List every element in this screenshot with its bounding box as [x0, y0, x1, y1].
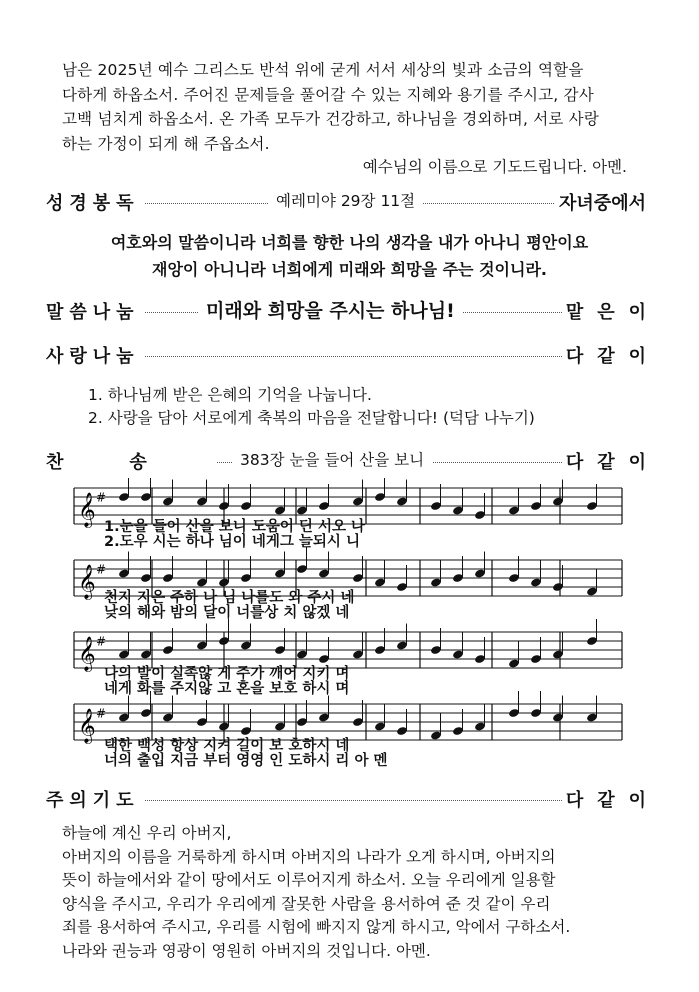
key-sharp: #: [96, 562, 107, 577]
opening-prayer: [62, 58, 642, 156]
prayer-line: 아버지의 이름을 거룩하게 하시며 아버지의 나라가 오게 하시며, 아버지의: [62, 847, 556, 866]
list-item: 2. 사랑을 담아 서로에게 축복의 마음을 전달합니다! (덕담 나누기): [88, 409, 535, 427]
sermon-label: 말씀나눔: [46, 298, 144, 324]
sermon-row: [46, 298, 660, 324]
hymn-lyrics-line4: [104, 739, 604, 769]
hymn-title: 383장 눈을 들어 산을 보니: [232, 448, 432, 470]
verse-line: 여호와의 말씀이니라 너희를 향한 나의 생각을 내가 아나니 평안이요: [110, 233, 589, 252]
hymn-leader: 다같이: [562, 448, 660, 474]
key-sharp: #: [96, 634, 107, 649]
lyric-verse1: 택한 백성 항상 지켜 길이 보 호하시 네: [104, 738, 350, 754]
prayer-line: 양식을 주시고, 우리가 우리에게 잘못한 사람을 용서하여 준 것 같이 우리: [62, 894, 551, 913]
verse-line: 재앙이 아니니라 너희에게 미래와 희망을 주는 것이니라.: [152, 260, 547, 279]
list-item: 1. 하나님께 받은 은혜의 기억을 나눕니다.: [88, 386, 372, 404]
hymn-row: [46, 448, 660, 474]
treble-clef: 𝄞: [78, 636, 96, 672]
lyric-verse2: 2.도우 시는 하나 님이 네게그 늘되시 니: [104, 534, 360, 550]
prayer-line: 하는 가정이 되게 해 주옵소서.: [62, 134, 270, 153]
lyric-verse2: 낮의 해와 밤의 달이 너를상 치 않겠 네: [104, 605, 350, 621]
sermon-title: 미래와 희망을 주시는 하나님!: [198, 296, 463, 323]
lyric-verse2: 너의 출입 지금 부터 영영 인 도하시 리 아 멘: [104, 753, 388, 769]
hymn-lyrics-line2: [104, 591, 604, 621]
lyric-verse1: 천지 지은 주하 나 님 나를도 와 주시 네: [104, 590, 355, 606]
prayer-line: 남은 2025년 예수 그리스도 반석 위에 굳게 서서 세상의 빛과 소금의 역할을: [62, 61, 584, 79]
treble-clef: 𝄞: [78, 708, 96, 744]
treble-clef: 𝄞: [78, 492, 96, 528]
sharing-label: 사랑나눔: [46, 342, 144, 368]
hymn-lyrics-line1: [104, 520, 604, 550]
scripture-reference: 예레미야 29장 11절: [268, 189, 423, 211]
sermon-leader: 맡은이: [562, 298, 660, 324]
scripture-label: 성경봉독: [46, 189, 144, 215]
sharing-list: [88, 384, 535, 430]
key-sharp: #: [96, 706, 107, 721]
lords-prayer-label: 주의기도: [46, 786, 144, 812]
lyric-verse1: 1.눈을 들어 산을 보니 도움어 딘 서오 나: [104, 519, 366, 535]
lords-prayer-leader: 다같이: [562, 786, 660, 812]
scripture-reader: 자녀중에서: [555, 189, 646, 215]
hymn-label: 찬송: [46, 448, 217, 474]
prayer-line: 하늘에 계신 우리 아버지,: [62, 824, 232, 842]
lyric-verse2: 네게 화를 주지않 고 혼을 보호 하시 며: [104, 681, 350, 697]
prayer-line: 뜻이 하늘에서와 같이 땅에서도 이루어지게 하소서. 오늘 우리에게 일용할: [62, 871, 556, 889]
key-sharp: #: [96, 490, 107, 505]
prayer-line: 다하게 하옵소서. 주어진 문제들을 풀어갈 수 있는 지혜와 용기를 주시고, 감사: [62, 85, 594, 104]
prayer-line: 고백 넘치게 하옵소서. 온 가족 모두가 건강하고, 하나님을 경외하며, 서로 사랑: [62, 110, 600, 128]
lords-prayer-text: [62, 822, 642, 963]
lyric-verse1: 나의 발이 실족않 게 주가 깨어 지키 며: [104, 666, 350, 682]
treble-clef: 𝄞: [78, 564, 96, 600]
sharing-leader: 다같이: [562, 342, 660, 368]
scripture-verse: [0, 229, 699, 283]
lords-prayer-row: [46, 786, 660, 812]
prayer-line: 죄를 용서하여 주시고, 우리를 시험에 빠지지 않게 하시고, 악에서 구하소서.: [62, 918, 571, 936]
hymn-lyrics-line3: [104, 667, 604, 697]
prayer-line: 나라와 권능과 영광이 영원히 아버지의 것입니다. 아멘.: [62, 941, 431, 960]
sharing-row: [46, 342, 660, 368]
scripture-row: [46, 189, 646, 215]
prayer-closing: 예수님의 이름으로 기도드립니다. 아멘.: [362, 158, 627, 176]
